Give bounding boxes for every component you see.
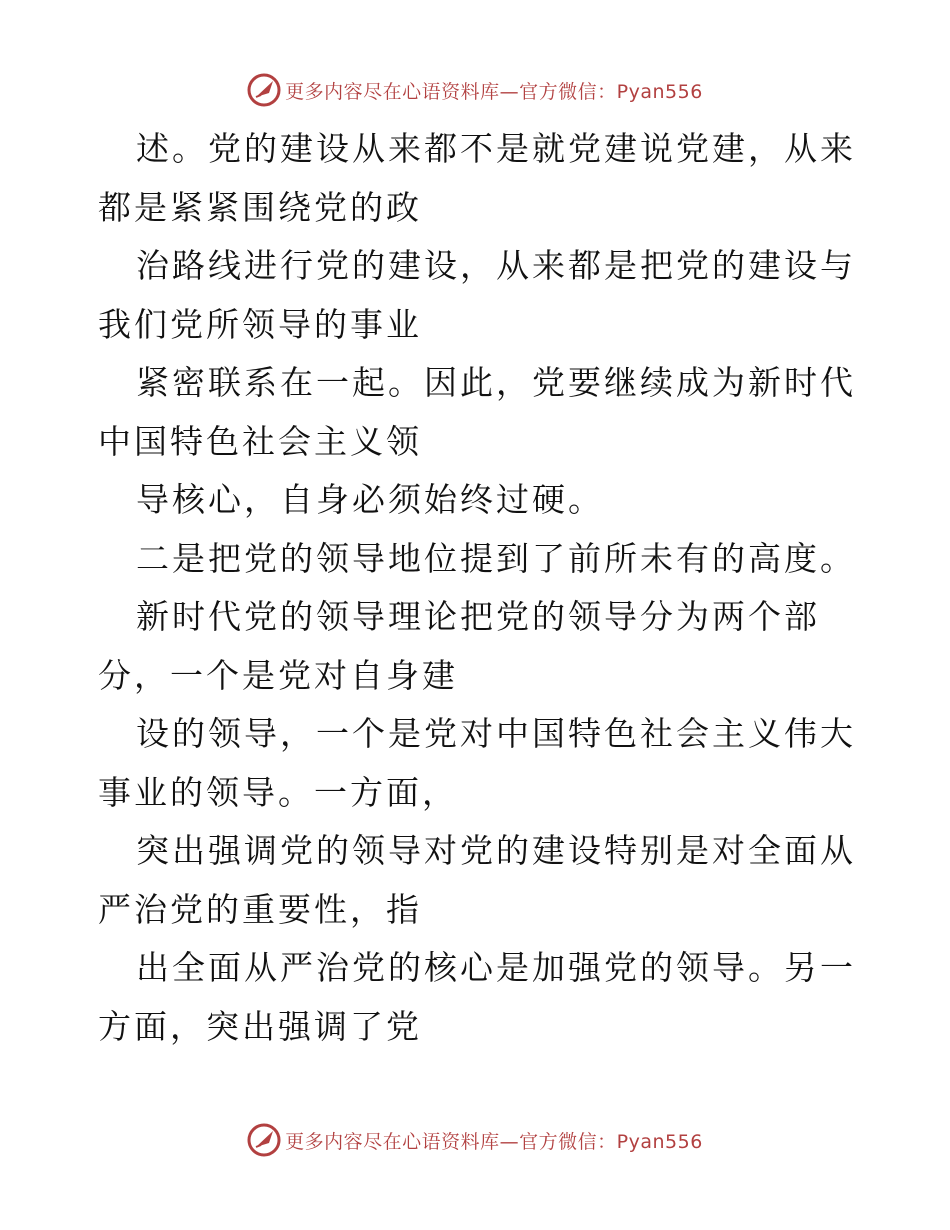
document-body <box>98 120 858 1056</box>
quill-logo-icon <box>247 1123 281 1157</box>
paragraph-1: 述。党的建设从来都不是就党建说党建，从来都是紧紧围绕党的政 <box>98 129 856 227</box>
paragraph-8: 突出强调党的领导对党的建设特别是对全面从严治党的重要性，指 <box>98 831 856 929</box>
paragraph-6: 新时代党的领导理论把党的领导分为两个部分，一个是党对自身建 <box>98 597 820 695</box>
header-banner-text: 更多内容尽在心语资料库—官方微信：Pyan556 <box>285 80 703 103</box>
paragraph-4: 导核心，自身必须始终过硬。 <box>136 480 604 519</box>
quill-logo-icon <box>247 73 281 107</box>
footer-banner <box>0 1120 950 1160</box>
paragraph-5: 二是把党的领导地位提到了前所未有的高度。 <box>136 538 856 578</box>
paragraph-7: 设的领导，一个是党对中国特色社会主义伟大事业的领导。一方面， <box>98 714 856 812</box>
paragraph-9: 出全面从严治党的核心是加强党的领导。另一方面，突出强调了党 <box>98 948 856 1046</box>
paragraph-3: 紧密联系在一起。因此，党要继续成为新时代中国特色社会主义领 <box>98 363 856 461</box>
footer-banner-text: 更多内容尽在心语资料库—官方微信：Pyan556 <box>285 1130 703 1153</box>
paragraph-2: 治路线进行党的建设，从来都是把党的建设与我们党所领导的事业 <box>98 246 856 344</box>
header-banner <box>0 70 950 110</box>
